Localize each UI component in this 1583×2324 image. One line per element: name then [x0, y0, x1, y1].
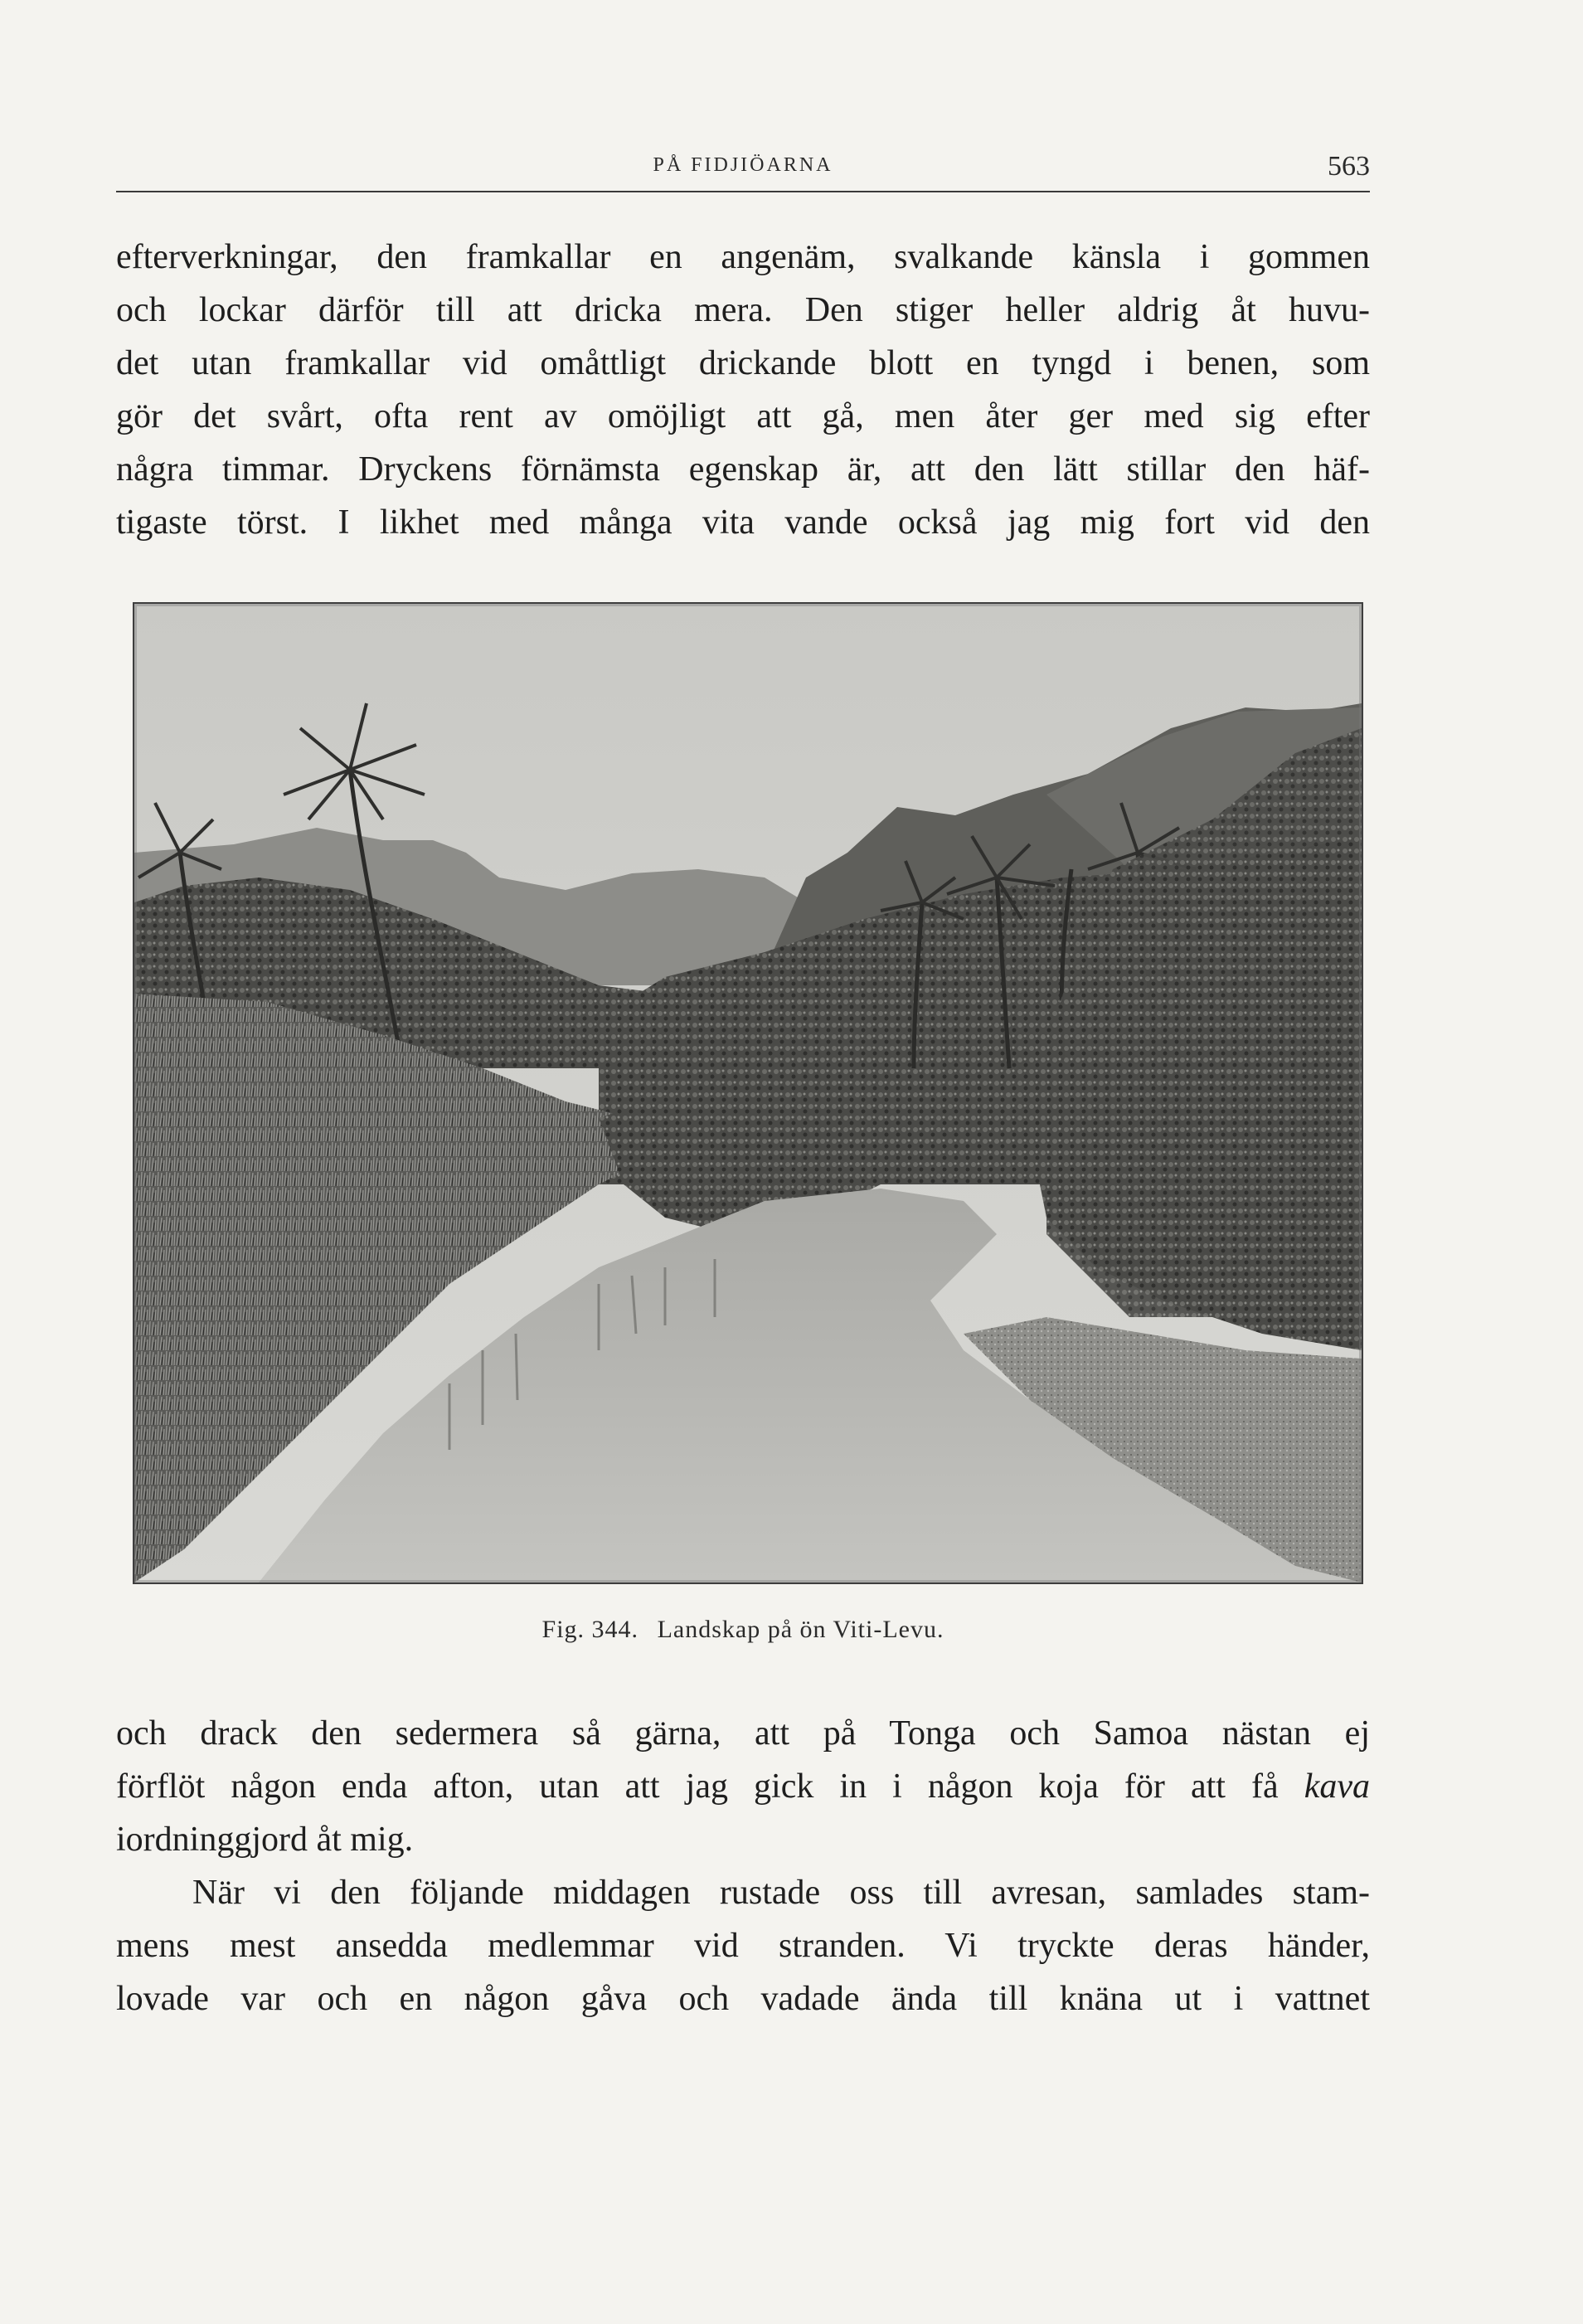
page-number: 563 [1328, 151, 1370, 182]
figure-number: Fig. 344. [541, 1616, 639, 1643]
italic-word-kava: kava [1304, 1767, 1370, 1806]
text-line: och lockar därför till att dricka mera. Den stiger heller aldrig åt huvu- [116, 291, 1370, 329]
running-header [116, 149, 1370, 192]
paragraph-bottom [116, 1707, 1370, 2025]
landscape-photograph [133, 602, 1363, 1584]
text-line [116, 1760, 1370, 1813]
landscape-illustration [134, 604, 1362, 1583]
paragraph-top [116, 231, 1370, 549]
text-line: gör det svårt, ofta rent av omöjligt att gå, men åter ger med sig efter [116, 397, 1370, 435]
text-line: iordninggjord åt mig. [116, 1821, 414, 1859]
text-line: tigaste törst. I likhet med många vita vande också jag mig fort vid den [116, 503, 1370, 542]
text-line: lovade var och en någon gåva och vadade ända till knäna ut i vattnet [116, 1980, 1370, 2018]
figure-caption-text: Landskap på ön Viti-Levu. [657, 1616, 944, 1643]
text-line: och drack den sedermera så gärna, att på Tonga och Samoa nästan ej [116, 1714, 1370, 1753]
text-line: mens mest ansedda medlemmar vid stranden. Vi tryckte deras händer, [116, 1927, 1370, 1965]
text-line-part: förflöt någon enda afton, utan att jag gick in i någon koja för att få [116, 1767, 1304, 1806]
running-title: PÅ FIDJIÖARNA [653, 154, 833, 176]
text-line: det utan framkallar vid omåttligt drickande blott en tyngd i benen, som [116, 344, 1370, 382]
text-line: efterverkningar, den framkallar en angenäm, svalkande känsla i gommen [116, 238, 1370, 276]
text-line: När vi den följande middagen rustade oss till avresan, samlades stam- [192, 1874, 1370, 1912]
figure-caption [116, 1616, 1370, 1644]
text-line: några timmar. Dryckens förnämsta egenskap är, att den lätt stillar den häf- [116, 450, 1370, 489]
